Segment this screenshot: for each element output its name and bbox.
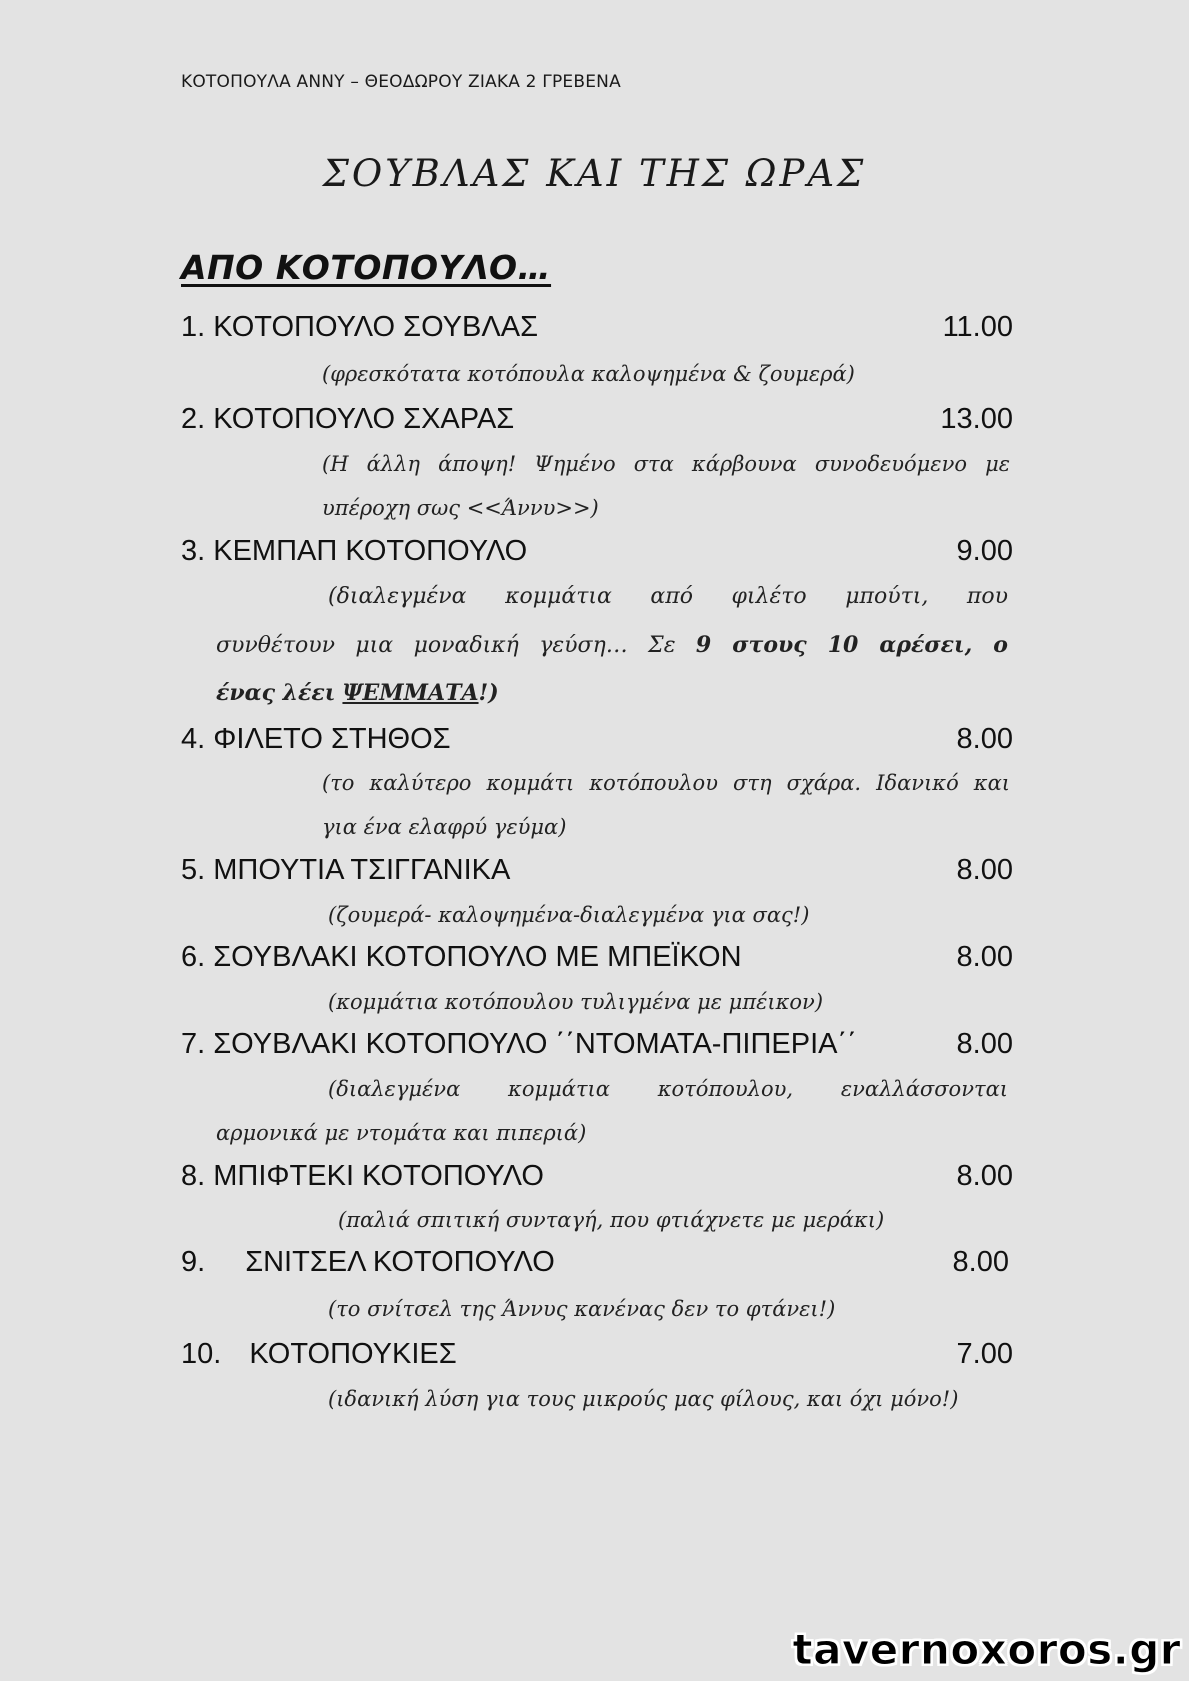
menu-item [181,1245,1007,1279]
item-number: 1. [181,311,206,343]
item-name: ΚΟΤΟΠΟΥΚΙΕΣ [249,1338,457,1370]
item-price: 8.00 [956,1028,1013,1060]
item-number: 7. [181,1028,206,1060]
menu-title: ΣΟΥΒΛΑΣ ΚΑΙ ΤΗΣ ΩΡΑΣ [322,152,867,195]
menu-item [181,1027,1013,1061]
item-name: ΦΙΛΕΤΟ ΣΤΗΘΟΣ [213,723,451,755]
item-name: ΜΠΟΥΤΙΑ ΤΣΙΓΓΑΝΙΚΑ [213,854,511,886]
item-price: 8.00 [952,1246,1009,1278]
item-number: 10. [181,1338,222,1370]
menu-item [181,402,1013,436]
item-number: 9. [181,1246,206,1278]
menu-item [181,1159,1013,1193]
item-description: συνθέτουν μια μοναδική γεύση… Σε 9 στους 10 αρέσει, ο [216,632,1008,658]
item-description: (διαλεγμένα κομμάτια από φιλέτο μπούτι, που [328,584,1008,609]
item-description: (ιδανική λύση για τους μικρούς μας φίλους, και όχι μόνο!) [328,1387,959,1411]
item-name: ΣΝΙΤΣΕΛ ΚΟΤΟΠΟΥΛΟ [245,1246,555,1278]
item-description: (κομμάτια κοτόπουλου τυλιγμένα με μπέικον) [328,990,824,1014]
item-name: ΜΠΙΦΤΕΚΙ ΚΟΤΟΠΟΥΛΟ [213,1160,544,1192]
item-price: 8.00 [956,941,1013,973]
item-price: 8.00 [956,1160,1013,1192]
menu-item [181,853,1013,887]
item-name: ΚΕΜΠΑΠ ΚΟΤΟΠΟΥΛΟ [213,535,528,567]
item-name: ΣΟΥΒΛΑΚΙ ΚΟΤΟΠΟΥΛΟ ΜΕ ΜΠΕΪΚΟΝ [213,941,742,973]
item-price: 13.00 [940,403,1013,435]
item-description: για ένα ελαφρύ γεύμα) [322,815,567,839]
item-number: 4. [181,723,206,755]
menu-item [181,310,1013,344]
item-name: ΚΟΤΟΠΟΥΛΟ ΣΟΥΒΛΑΣ [213,311,539,343]
site-watermark: tavernoxoros.gr [792,1625,1181,1674]
menu-item [181,1337,1013,1371]
item-name: ΚΟΤΟΠΟΥΛΟ ΣΧΑΡΑΣ [213,403,515,435]
item-number: 5. [181,854,206,886]
menu-item [181,722,1013,756]
item-description: (ζουμερά- καλοψημένα-διαλεγμένα για σας!) [328,903,810,927]
item-name: ΣΟΥΒΛΑΚΙ ΚΟΤΟΠΟΥΛΟ ΄΄ΝΤΟΜΑΤΑ-ΠΙΠΕΡΙΑ΄΄ [213,1028,857,1060]
item-description: υπέροχη σως <<Άννυ>>) [322,496,599,520]
item-description: (το καλύτερο κομμάτι κοτόπουλου στη σχάρα. Ιδανικό και [322,771,1010,795]
item-description: (διαλεγμένα κομμάτια κοτόπουλου, εναλλάσσονται [328,1077,1008,1101]
item-price: 9.00 [956,535,1013,567]
item-price: 11.00 [942,311,1013,343]
section-heading: ΑΠΟ ΚΟΤΟΠΟΥΛΟ… [181,248,552,287]
item-description: (παλιά σπιτική συνταγή, που φτιάχνετε με μεράκι) [338,1208,885,1232]
item-description: (το σνίτσελ της Άννυς κανένας δεν το φτάνει!) [328,1297,836,1321]
restaurant-address-header: ΚΟΤΟΠΟΥΛΑ ΑΝΝΥ – ΘΕΟΔΩΡΟΥ ΖΙΑΚΑ 2 ΓΡΕΒΕΝΑ [181,72,621,92]
item-number: 8. [181,1160,206,1192]
menu-item [181,940,1013,974]
menu-item [181,534,1013,568]
item-description: αρμονικά με ντομάτα και πιπεριά) [216,1121,587,1145]
item-number: 3. [181,535,206,567]
item-price: 8.00 [956,723,1013,755]
item-description: (Η άλλη άποψη! Ψημένο στα κάρβουνα συνοδευόμενο με [322,452,1010,476]
item-number: 6. [181,941,206,973]
item-number: 2. [181,403,206,435]
item-description: ένας λέει ΨΕΜΜΑΤΑ!) [216,680,499,706]
item-price: 7.00 [956,1338,1013,1370]
item-description: (φρεσκότατα κοτόπουλα καλοψημένα & ζουμερά) [322,362,855,386]
item-price: 8.00 [956,854,1013,886]
